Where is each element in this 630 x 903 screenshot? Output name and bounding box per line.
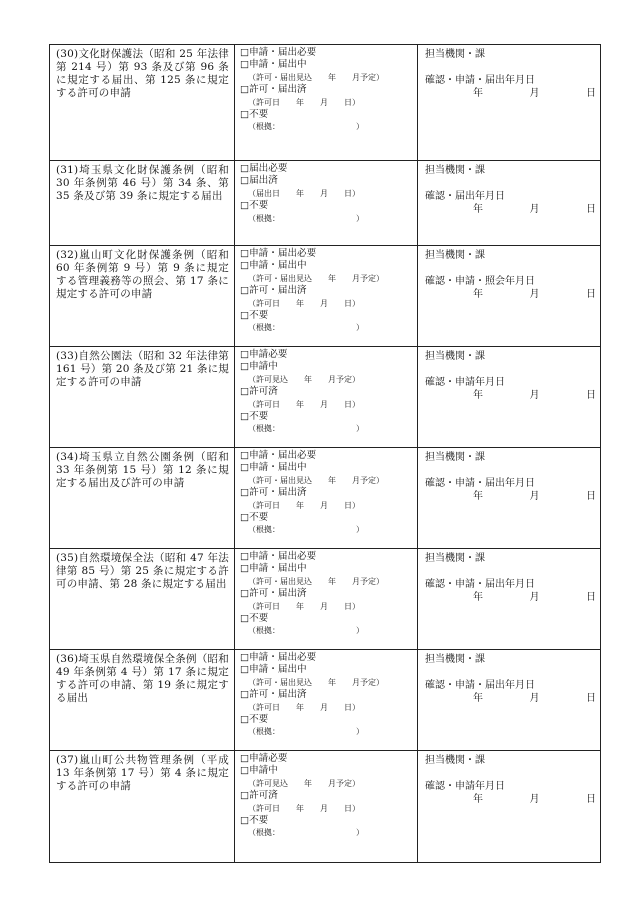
law-text: (35)自然環境保全法（昭和 47 年法律第 85 号）第 25 条に規定する許可の申請、第 28 条に規定する届出 bbox=[56, 552, 229, 590]
status-checkbox[interactable]: □不要 bbox=[240, 109, 269, 121]
law-cell bbox=[50, 161, 235, 246]
law-cell bbox=[50, 751, 235, 863]
law-cell bbox=[50, 347, 235, 448]
agency-cell bbox=[418, 161, 601, 246]
confirm-date-label: 確認・申請年月日 bbox=[425, 377, 505, 388]
confirm-date-label: 確認・申請・届出年月日 bbox=[425, 579, 535, 590]
status-cell bbox=[235, 751, 418, 863]
law-text: (34)埼玉県立自然公園条例（昭和 33 年条例第 15 号）第 12 条に規定する届出及び許可の申請 bbox=[56, 451, 229, 489]
status-detail-line: （根拠： ） bbox=[248, 525, 364, 535]
law-text: (30)文化財保護法（昭和 25 年法律第 214 号）第 93 条及び第 96 条に規定する届出、第 125 条に規定する許可の申請 bbox=[56, 48, 229, 99]
status-detail-line: （許可日 年 月 日） bbox=[248, 803, 360, 813]
agency-cell bbox=[418, 650, 601, 751]
year-field[interactable]: 年 bbox=[473, 794, 483, 805]
agency-label: 担当機関・課 bbox=[425, 351, 485, 362]
status-checkbox[interactable]: □申請必要 bbox=[240, 349, 288, 360]
agency-block bbox=[418, 45, 600, 100]
status-checklist bbox=[235, 650, 417, 739]
year-field[interactable]: 年 bbox=[473, 390, 483, 401]
year-field[interactable]: 年 bbox=[473, 289, 483, 300]
status-checkbox[interactable]: □届出済 bbox=[240, 175, 278, 187]
status-cell bbox=[235, 549, 418, 650]
day-field[interactable]: 日 bbox=[586, 592, 596, 603]
table-row bbox=[50, 347, 601, 448]
status-checkbox[interactable]: □不要 bbox=[240, 512, 269, 524]
table-row bbox=[50, 246, 601, 347]
day-field[interactable]: 日 bbox=[586, 289, 596, 300]
spacer bbox=[425, 177, 596, 190]
year-field[interactable]: 年 bbox=[473, 491, 483, 502]
status-checklist bbox=[235, 347, 417, 436]
agency-label: 担当機関・課 bbox=[425, 755, 485, 766]
table-row bbox=[50, 751, 601, 863]
status-checkbox[interactable]: □申請中 bbox=[240, 765, 278, 777]
status-checklist bbox=[235, 549, 417, 638]
status-cell bbox=[235, 347, 418, 448]
status-detail-line: （根拠： ） bbox=[248, 122, 364, 132]
date-fields bbox=[425, 389, 596, 402]
status-detail-line: （許可日 年 月 日） bbox=[248, 500, 360, 510]
law-text: (33)自然公園法（昭和 32 年法律第 161 号）第 20 条及び第 21 条に規定する許可の申請 bbox=[56, 350, 229, 388]
status-checkbox[interactable]: □申請・届出中 bbox=[240, 260, 307, 272]
status-checkbox[interactable]: □許可・届出済 bbox=[240, 588, 307, 600]
status-detail-line: （根拠： ） bbox=[248, 626, 364, 636]
law-cell bbox=[50, 246, 235, 347]
year-field[interactable]: 年 bbox=[473, 204, 483, 215]
agency-label: 担当機関・課 bbox=[425, 49, 485, 60]
agency-block bbox=[418, 246, 600, 301]
status-detail-line: （許可日 年 月 日） bbox=[248, 601, 360, 611]
table-row bbox=[50, 650, 601, 751]
month-field[interactable]: 月 bbox=[529, 390, 540, 401]
spacer bbox=[425, 565, 596, 578]
status-cell bbox=[235, 45, 418, 161]
law-text: (37)嵐山町公共物管理条例（平成 13 年条例第 17 号）第 4 条に規定する許可の申請 bbox=[56, 754, 229, 792]
month-field[interactable]: 月 bbox=[529, 88, 540, 99]
confirm-date-label: 確認・届出年月日 bbox=[425, 191, 505, 202]
agency-cell bbox=[418, 448, 601, 549]
month-field[interactable]: 月 bbox=[529, 592, 540, 603]
status-checkbox[interactable]: □不要 bbox=[240, 411, 269, 423]
status-cell bbox=[235, 161, 418, 246]
status-detail-line: （許可日 年 月 日） bbox=[248, 97, 360, 107]
status-checkbox[interactable]: □申請・届出必要 bbox=[240, 47, 317, 58]
spacer bbox=[425, 666, 596, 679]
confirm-date-label: 確認・申請・届出年月日 bbox=[425, 680, 535, 691]
status-detail-line: （許可・届出見込 年 月予定） bbox=[248, 475, 384, 485]
agency-label: 担当機関・課 bbox=[425, 553, 485, 564]
law-text: (32)嵐山町文化財保護条例（昭和 60 年条例第 9 号）第 9 条に規定する管理義務等の照会、第 17 条に規定する許可の申請 bbox=[56, 249, 229, 300]
spacer bbox=[425, 363, 596, 376]
agency-cell bbox=[418, 45, 601, 161]
status-detail-line: （根拠： ） bbox=[248, 727, 364, 737]
law-cell bbox=[50, 650, 235, 751]
status-cell bbox=[235, 650, 418, 751]
status-checkbox[interactable]: □申請必要 bbox=[240, 753, 288, 764]
agency-label: 担当機関・課 bbox=[425, 654, 485, 665]
spacer bbox=[425, 464, 596, 477]
date-fields bbox=[425, 692, 596, 705]
date-fields bbox=[425, 591, 596, 604]
status-detail-line: （許可見込 年 月予定） bbox=[248, 374, 360, 384]
month-field[interactable]: 月 bbox=[529, 693, 540, 704]
law-permit-table bbox=[49, 44, 601, 863]
status-checkbox[interactable]: □不要 bbox=[240, 714, 269, 726]
status-detail-line: （根拠： ） bbox=[248, 828, 364, 838]
status-checkbox[interactable]: □申請中 bbox=[240, 361, 278, 373]
law-text: (36)埼玉県自然環境保全条例（昭和 49 年条例第 4 号）第 17 条に規定する許可の申請、第 19 条に規定する届出 bbox=[56, 653, 229, 704]
month-field[interactable]: 月 bbox=[529, 794, 540, 805]
status-detail-line: （許可日 年 月 日） bbox=[248, 298, 360, 308]
table-row bbox=[50, 45, 601, 161]
table-row bbox=[50, 448, 601, 549]
confirm-date-label: 確認・申請・届出年月日 bbox=[425, 75, 535, 86]
law-cell bbox=[50, 549, 235, 650]
month-field[interactable]: 月 bbox=[529, 204, 540, 215]
agency-block bbox=[418, 549, 600, 604]
status-checkbox[interactable]: □不要 bbox=[240, 310, 269, 322]
year-field[interactable]: 年 bbox=[473, 592, 483, 603]
status-checkbox[interactable]: □不要 bbox=[240, 613, 269, 625]
status-checkbox[interactable]: □申請・届出中 bbox=[240, 59, 307, 71]
status-checklist bbox=[235, 246, 417, 335]
status-detail-line: （許可・届出見込 年 月予定） bbox=[248, 273, 384, 283]
status-checkbox[interactable]: □許可・届出済 bbox=[240, 285, 307, 297]
spacer bbox=[425, 61, 596, 74]
day-field[interactable]: 日 bbox=[586, 794, 596, 805]
status-checkbox[interactable]: □申請・届出中 bbox=[240, 563, 307, 575]
date-fields bbox=[425, 793, 596, 806]
year-field[interactable]: 年 bbox=[473, 88, 483, 99]
confirm-date-label: 確認・申請・届出年月日 bbox=[425, 478, 535, 489]
status-checklist bbox=[235, 45, 417, 134]
day-field[interactable]: 日 bbox=[586, 693, 596, 704]
confirm-date-label: 確認・申請年月日 bbox=[425, 781, 505, 792]
status-checkbox[interactable]: □申請・届出必要 bbox=[240, 248, 317, 259]
status-detail-line: （根拠： ） bbox=[248, 424, 364, 434]
status-checkbox[interactable]: □許可済 bbox=[240, 386, 278, 398]
agency-label: 担当機関・課 bbox=[425, 452, 485, 463]
status-checkbox[interactable]: □許可済 bbox=[240, 790, 278, 802]
month-field[interactable]: 月 bbox=[529, 491, 540, 502]
status-detail-line: （許可日 年 月 日） bbox=[248, 399, 360, 409]
day-field[interactable]: 日 bbox=[586, 491, 596, 502]
table-row bbox=[50, 549, 601, 650]
status-checklist bbox=[235, 448, 417, 537]
agency-cell bbox=[418, 246, 601, 347]
table-body bbox=[50, 45, 601, 863]
law-cell bbox=[50, 45, 235, 161]
status-detail-line: （届出日 年 月 日） bbox=[248, 188, 360, 198]
status-detail-line: （許可日 年 月 日） bbox=[248, 702, 360, 712]
confirm-date-label: 確認・申請・照会年月日 bbox=[425, 276, 535, 287]
agency-block bbox=[418, 448, 600, 503]
agency-cell bbox=[418, 549, 601, 650]
status-checkbox[interactable]: □申請・届出中 bbox=[240, 664, 307, 676]
year-field[interactable]: 年 bbox=[473, 693, 483, 704]
date-fields bbox=[425, 490, 596, 503]
status-checkbox[interactable]: □許可・届出済 bbox=[240, 487, 307, 499]
status-cell bbox=[235, 448, 418, 549]
date-fields bbox=[425, 288, 596, 301]
agency-label: 担当機関・課 bbox=[425, 165, 485, 176]
status-checkbox[interactable]: □不要 bbox=[240, 200, 269, 212]
status-checkbox[interactable]: □不要 bbox=[240, 815, 269, 827]
agency-cell bbox=[418, 347, 601, 448]
status-detail-line: （許可・届出見込 年 月予定） bbox=[248, 72, 384, 82]
status-checkbox[interactable]: □許可・届出済 bbox=[240, 689, 307, 701]
agency-block bbox=[418, 751, 600, 806]
table-row bbox=[50, 161, 601, 246]
agency-block bbox=[418, 650, 600, 705]
status-checkbox[interactable]: □申請・届出必要 bbox=[240, 450, 317, 461]
date-fields bbox=[425, 87, 596, 100]
status-checkbox[interactable]: □許可・届出済 bbox=[240, 84, 307, 96]
day-field[interactable]: 日 bbox=[586, 88, 596, 99]
law-cell bbox=[50, 448, 235, 549]
agency-cell bbox=[418, 751, 601, 863]
status-detail-line: （根拠： ） bbox=[248, 323, 364, 333]
agency-block bbox=[418, 161, 600, 216]
status-detail-line: （根拠： ） bbox=[248, 213, 364, 223]
status-checkbox[interactable]: □申請・届出中 bbox=[240, 462, 307, 474]
spacer bbox=[425, 767, 596, 780]
status-checkbox[interactable]: □申請・届出必要 bbox=[240, 551, 317, 562]
status-checklist bbox=[235, 751, 417, 840]
day-field[interactable]: 日 bbox=[586, 390, 596, 401]
law-text: (31)埼玉県文化財保護条例（昭和 30 年条例第 46 号）第 34 条、第 35 条及び第 39 条に規定する届出 bbox=[56, 164, 229, 202]
agency-block bbox=[418, 347, 600, 402]
day-field[interactable]: 日 bbox=[586, 204, 596, 215]
month-field[interactable]: 月 bbox=[529, 289, 540, 300]
status-detail-line: （許可見込 年 月予定） bbox=[248, 778, 360, 788]
status-checkbox[interactable]: □届出必要 bbox=[240, 163, 288, 174]
agency-label: 担当機関・課 bbox=[425, 250, 485, 261]
date-fields bbox=[425, 203, 596, 216]
spacer bbox=[425, 262, 596, 275]
status-detail-line: （許可・届出見込 年 月予定） bbox=[248, 576, 384, 586]
status-checkbox[interactable]: □申請・届出必要 bbox=[240, 652, 317, 663]
status-detail-line: （許可・届出見込 年 月予定） bbox=[248, 677, 384, 687]
status-cell bbox=[235, 246, 418, 347]
status-checklist bbox=[235, 161, 417, 225]
